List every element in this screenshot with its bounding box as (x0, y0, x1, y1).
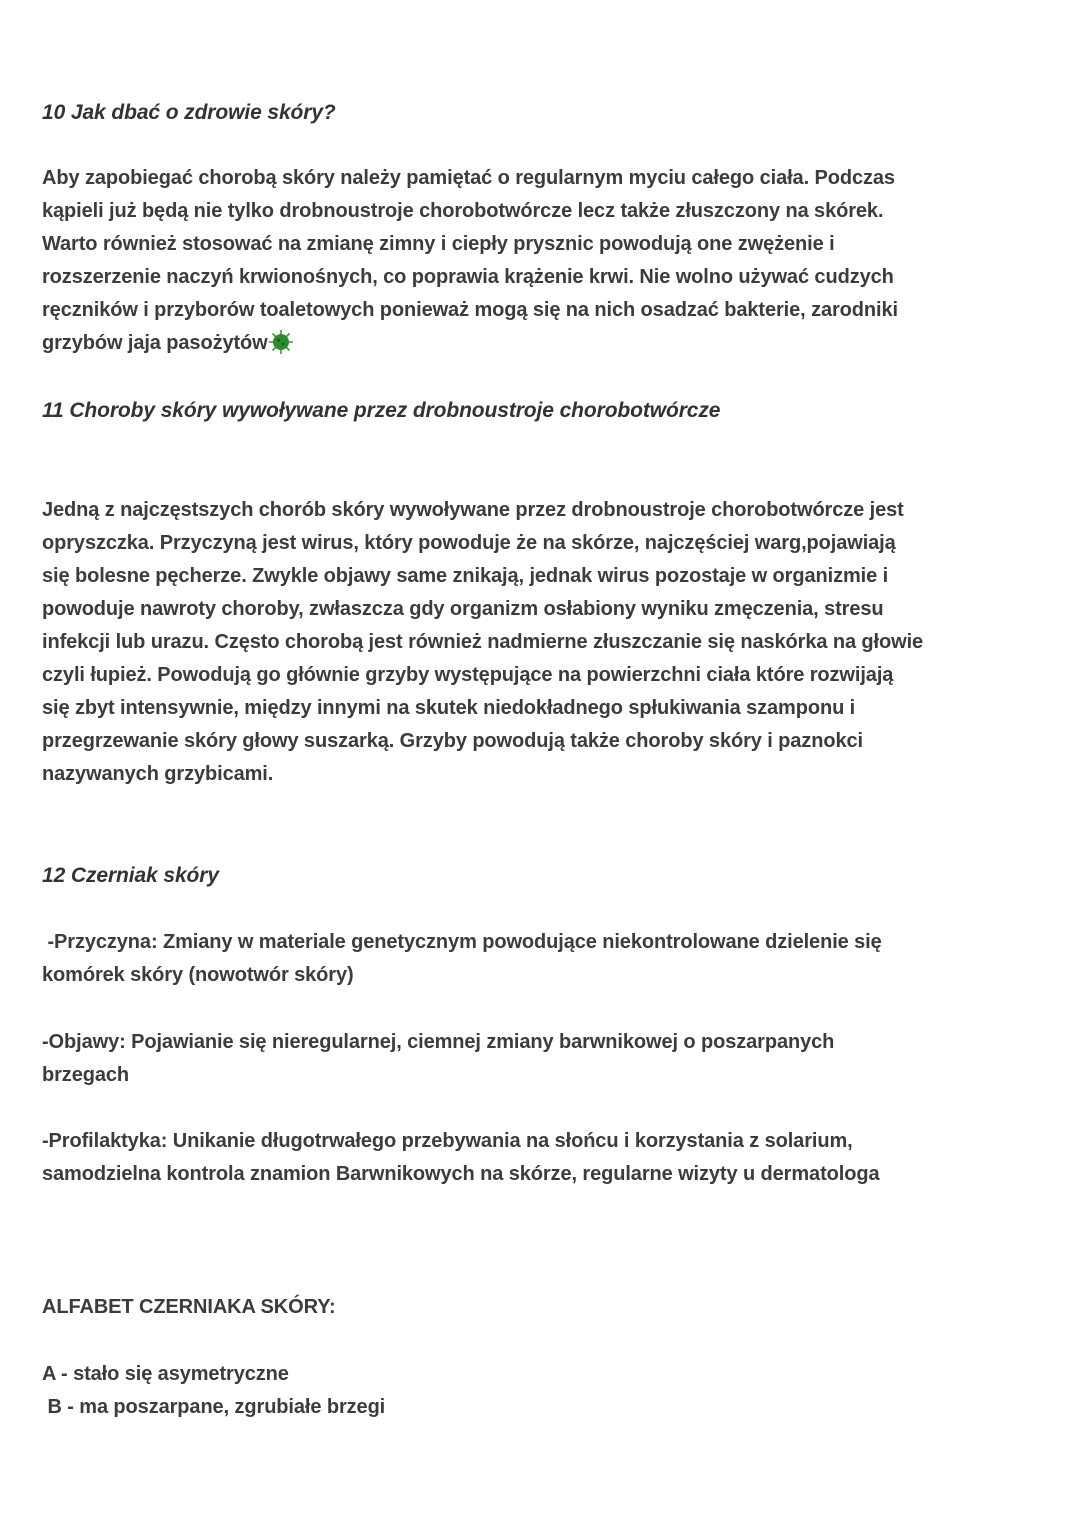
text-line: przegrzewanie skóry głowy suszarką. Grzyby powodują także choroby skóry i paznokci (42, 730, 863, 752)
heading-12: 12 Czerniak skóry (42, 864, 219, 887)
text-line: się zbyt intensywnie, między innymi na skutek niedokładnego spłukiwania szamponu i (42, 697, 856, 719)
text-line: Aby zapobiegać chorobą skóry należy pamiętać o regularnym myciu całego ciała. Podczas (42, 167, 895, 189)
paragraph-diseases (42, 494, 923, 791)
text-line: rozszerzenie naczyń krwionośnych, co poprawia krążenie krwi. Nie wolno używać cudzych (42, 266, 894, 288)
alphabet-list (42, 1358, 385, 1424)
text-line: -Przyczyna: Zmiany w materiale genetycznym powodujące niekontrolowane dzielenie się (42, 931, 882, 953)
text-line: Jedną z najczęstszych chorób skóry wywoływane przez drobnoustroje chorobotwórcze jest (42, 499, 904, 521)
text-line: samodzielna kontrola znamion Barwnikowych na skórze, regularne wizyty u dermatologa (42, 1163, 880, 1185)
text-line: czyli łupież. Powodują go głównie grzyby występujące na powierzchni ciała które rozwijają (42, 664, 894, 686)
text-line: się bolesne pęcherze. Zwykle objawy same znikają, jednak wirus pozostaje w organizmie i (42, 565, 889, 587)
text-line: -Objawy: Pojawianie się nieregularnej, ciemnej zmiany barwnikowej o poszarpanych (42, 1031, 835, 1053)
paragraph-skin-care (42, 162, 898, 360)
text-line: nazywanych grzybicami. (42, 763, 274, 785)
text-line: ręczników i przyborów toaletowych ponieważ mogą się na nich osadzać bakterie, zarodniki (42, 299, 898, 321)
text-line: infekcji lub urazu. Często chorobą jest również nadmierne złuszczanie się naskórka na głowie (42, 631, 924, 653)
text-line-with-icon (42, 327, 898, 360)
melanoma-prevention (42, 1125, 879, 1191)
text-line: Warto również stosować na zmianę zimny i ciepły prysznic powodują one zwężenie i (42, 233, 835, 255)
text-line: -Profilaktyka: Unikanie długotrwałego przebywania na słońcu i korzystania z solarium, (42, 1130, 853, 1152)
heading-10: 10 Jak dbać o zdrowie skóry? (42, 101, 336, 124)
text-line: opryszczka. Przyczyną jest wirus, który powoduje że na skórze, najczęściej warg,pojawiają (42, 532, 896, 554)
alphabet-item: A - stało się asymetryczne (42, 1363, 289, 1385)
melanoma-symptoms (42, 1026, 834, 1092)
text-line: grzybów jaja pasożytów (42, 332, 268, 354)
virus-icon (268, 329, 294, 355)
alphabet-title: ALFABET CZERNIAKA SKÓRY: (42, 1296, 336, 1318)
melanoma-cause (42, 926, 882, 992)
text-line: komórek skóry (nowotwór skóry) (42, 964, 354, 986)
heading-11: 11 Choroby skóry wywoływane przez drobnoustroje chorobotwórcze (42, 399, 721, 422)
text-line: powoduje nawroty choroby, zwłaszcza gdy organizm osłabiony wyniku zmęczenia, stresu (42, 598, 884, 620)
text-line: kąpieli już będą nie tylko drobnoustroje chorobotwórcze lecz także złuszczony na skórek. (42, 200, 884, 222)
alphabet-item: B - ma poszarpane, zgrubiałe brzegi (42, 1396, 386, 1418)
text-line: brzegach (42, 1064, 130, 1086)
